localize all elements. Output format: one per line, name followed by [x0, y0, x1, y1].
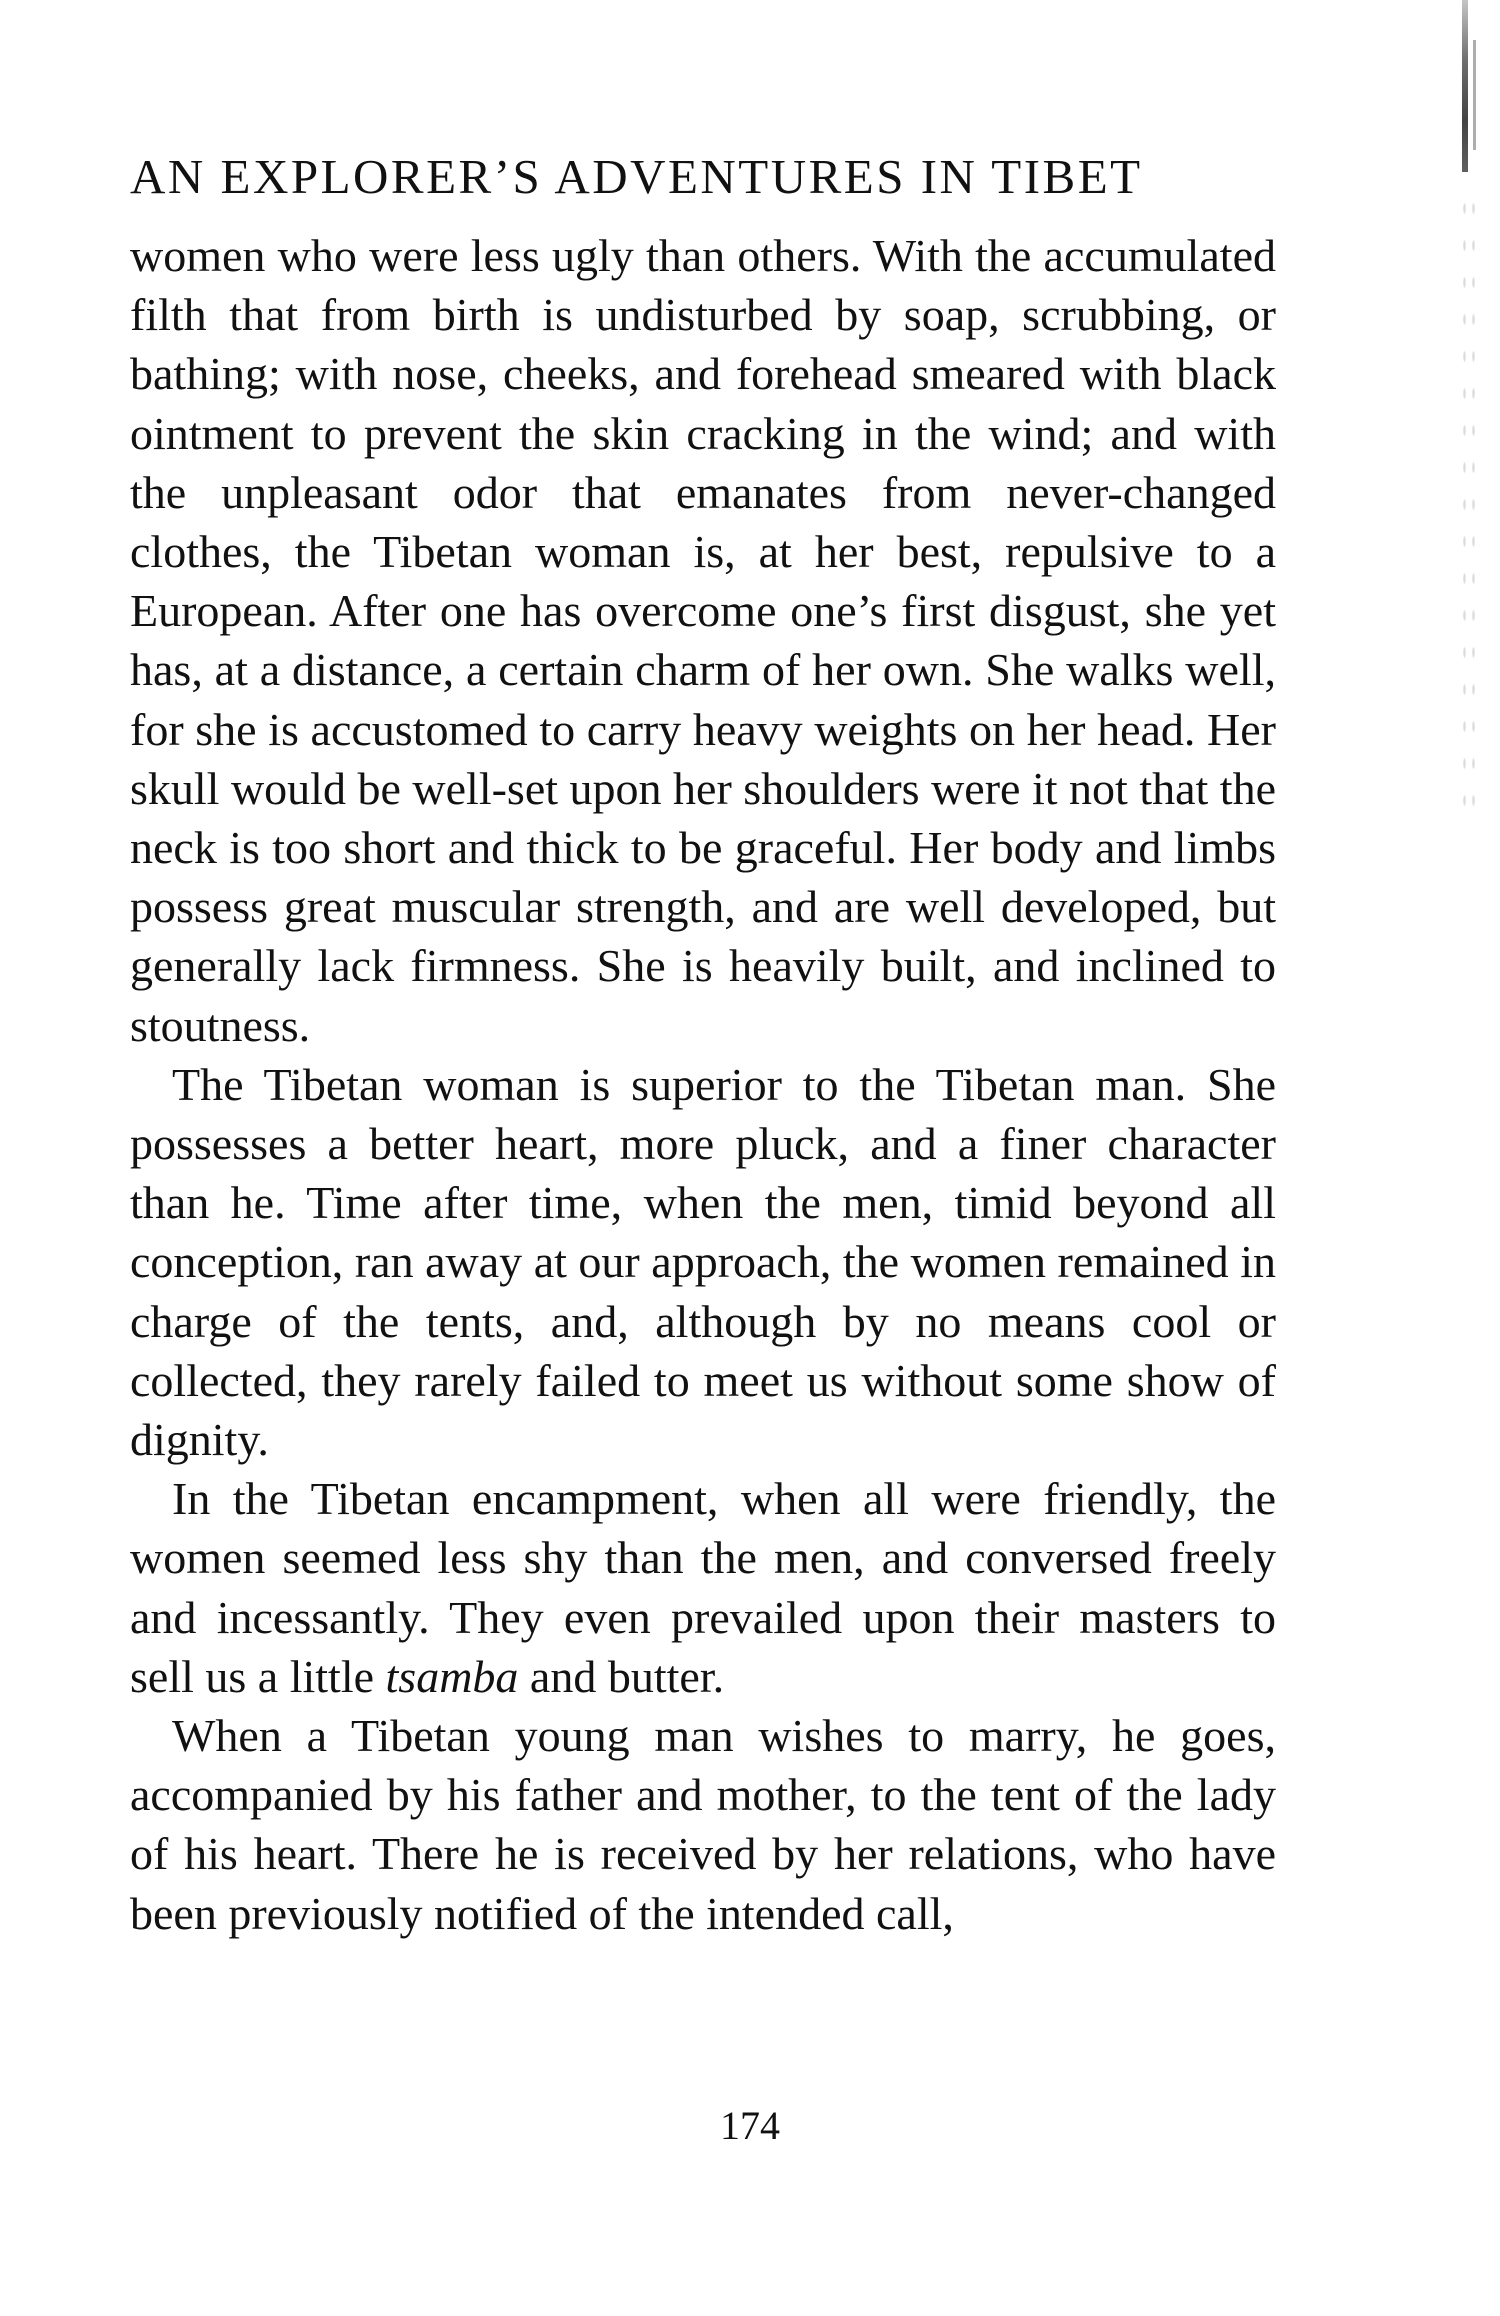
paragraph-text: women who were less ugly than others. With the accumulated filth that from birth is undisturbed by soap, scrubbing, or bathing; with nose, cheeks, and forehead smeared with black ointment to prevent the skin cracking in the wind; and with the unpleasant odor that emanates from never-changed clothes, the Tibetan woman is, at her best, repulsive to a European. After one has overcome one’s first disgust, she yet has, at a distance, a certain charm of her own. She walks well, for she is accustomed to carry heavy weights on her head. Her skull would be well-set upon her shoulders were it not that the neck is too short and thick to be graceful. Her body and limbs possess great muscular strength, and are well developed, but generally lack firmness. She is heavily built, and inclined to stoutness. [130, 230, 1276, 1051]
paragraph-text: The Tibetan woman is superior to the Tibetan man. She possesses a better heart, more pluck, and a finer character than he. Time after time, when the men, timid beyond all conception, ran away at our approach, the women remained in charge of the tents, and, although by no means cool or collected, they rarely failed to meet us without some show of dignity. [130, 1058, 1276, 1466]
italic-term: tsamba [385, 1650, 519, 1702]
page-number: 174 [720, 2103, 780, 2148]
body-text [130, 226, 1276, 1943]
paragraph-text: When a Tibetan young man wishes to marry, he goes, accompanied by his father and mother, to the tent of the lady of his heart. There he is received by her relations, who have been previously notified of the intended call, [130, 1710, 1276, 1939]
scan-edge-shadow-inner [1473, 40, 1476, 150]
scan-edge-shadow [1462, 0, 1468, 172]
paragraph-text: In the Tibetan encampment, when all were friendly, the women seemed less shy than the men, and conversed freely and incessantly. They even prevailed upon their masters to sell us a little [130, 1473, 1276, 1702]
running-head: AN EXPLORER’S ADVENTURES IN TIBET [130, 149, 1143, 204]
paragraph [130, 1706, 1276, 1943]
scan-edge-specks [1460, 190, 1480, 810]
paragraph-text: and butter. [518, 1650, 725, 1702]
paragraph-continued [130, 226, 1276, 1055]
paragraph [130, 1469, 1276, 1706]
paragraph [130, 1055, 1276, 1469]
